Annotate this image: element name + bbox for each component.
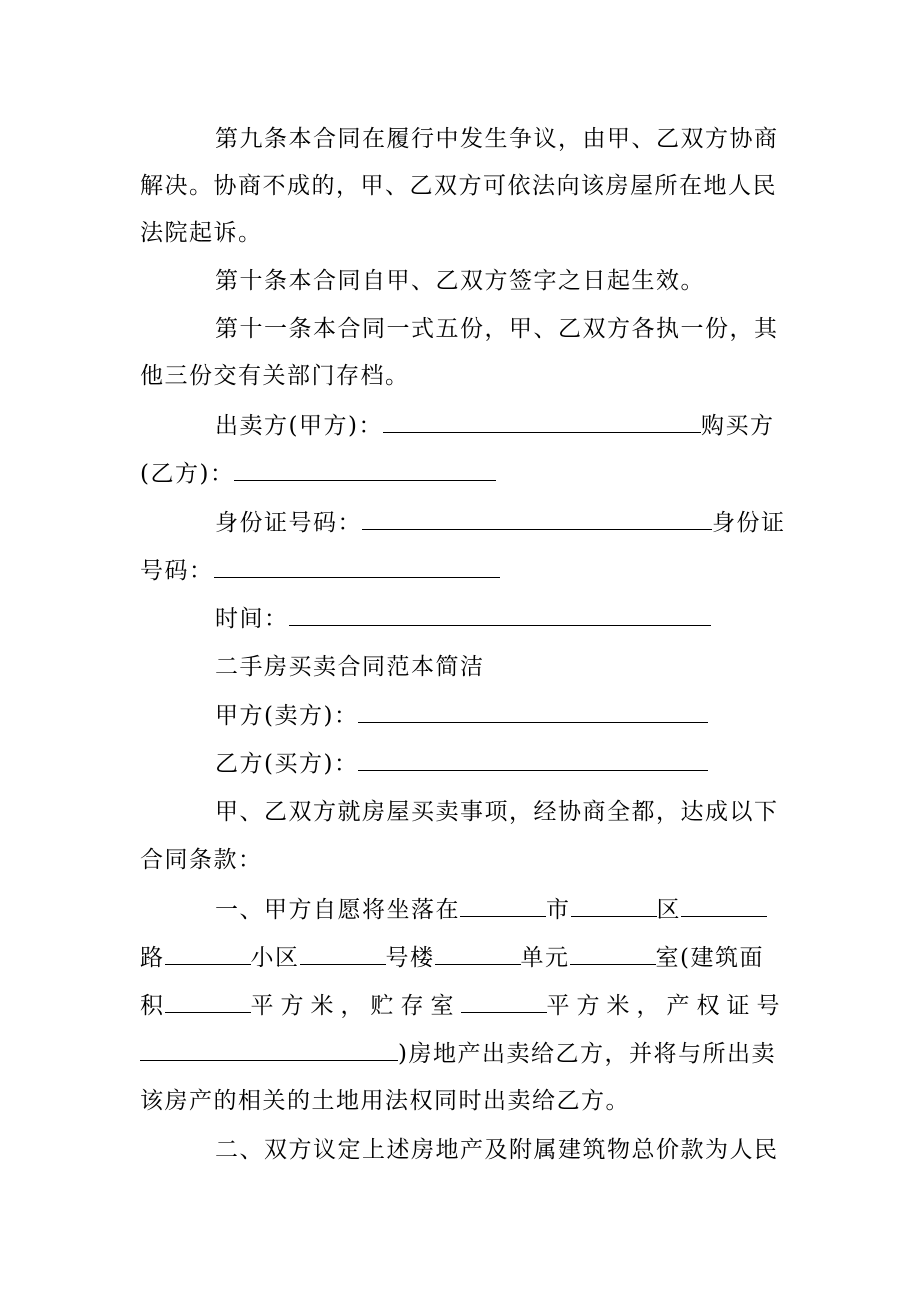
party-a-blank[interactable] xyxy=(358,698,708,723)
intro-line-2: 合同条款： xyxy=(140,847,263,873)
deed-number-blank[interactable] xyxy=(140,1036,398,1061)
building-label: 号楼 xyxy=(385,945,435,971)
buyer-label-part1: 购买方 xyxy=(700,413,775,439)
community-blank[interactable] xyxy=(165,940,251,965)
clause-1-location-label: 一、甲方自愿将坐落在 xyxy=(215,897,460,923)
buyer-label-part2: (乙方)： xyxy=(140,461,235,487)
buyer-id-label-part1: 身份证 xyxy=(712,510,786,536)
article-11-line-2: 他三份交有关部门存档。 xyxy=(140,363,410,389)
area-blank[interactable] xyxy=(165,988,251,1013)
article-11-line-1: 第十一条本合同一式五份，甲、乙双方各执一份，其 xyxy=(215,316,779,342)
seller-blank[interactable] xyxy=(383,408,701,433)
clause-1-sell-text: )房地产出卖给乙方，并将与所出卖 xyxy=(398,1041,776,1067)
room-blank[interactable] xyxy=(570,940,656,965)
party-a-line xyxy=(215,698,708,732)
city-label: 市 xyxy=(546,897,571,923)
buyer-id-blank[interactable] xyxy=(214,553,500,578)
buyer-signature-line xyxy=(140,456,496,490)
unit-label: 单元 xyxy=(520,945,570,971)
party-b-line xyxy=(215,746,708,780)
buyer-id-line xyxy=(140,553,500,587)
party-b-blank[interactable] xyxy=(358,746,708,771)
area-label: 积 xyxy=(140,993,165,1019)
district-blank[interactable] xyxy=(571,892,657,917)
time-blank[interactable] xyxy=(289,601,711,626)
clause-1-line-5: 该房产的相关的土地用法权同时出卖给乙方。 xyxy=(140,1088,630,1114)
clause-1-line-2 xyxy=(140,940,764,974)
district-label: 区 xyxy=(656,897,681,923)
storage-blank[interactable] xyxy=(461,988,547,1013)
city-blank[interactable] xyxy=(460,892,546,917)
building-blank[interactable] xyxy=(300,940,386,965)
article-9-line-2: 解决。协商不成的，甲、乙双方可依法向该房屋所在地人民 xyxy=(140,173,777,199)
seller-label: 出卖方(甲方)： xyxy=(215,413,383,439)
clause-2-line-1: 二、双方议定上述房地产及附属建筑物总价款为人民 xyxy=(215,1137,779,1163)
clause-1-line-1 xyxy=(215,892,767,926)
road-label: 路 xyxy=(140,945,165,971)
seller-id-blank[interactable] xyxy=(362,505,712,530)
time-line xyxy=(215,601,711,635)
article-9-line-3: 法院起诉。 xyxy=(140,220,263,246)
party-b-label: 乙方(买方)： xyxy=(215,751,359,777)
party-a-label: 甲方(卖方)： xyxy=(215,703,359,729)
article-9-line-1: 第九条本合同在履行中发生争议，由甲、乙双方协商 xyxy=(215,126,779,152)
buyer-id-label-part2: 号码： xyxy=(140,558,214,584)
road-blank[interactable] xyxy=(681,892,767,917)
time-label: 时间： xyxy=(215,606,289,632)
unit-blank[interactable] xyxy=(435,940,521,965)
community-label: 小区 xyxy=(250,945,300,971)
clause-1-line-4 xyxy=(140,1036,776,1070)
intro-line-1: 甲、乙双方就房屋买卖事项，经协商全都，达成以下 xyxy=(215,799,779,825)
article-10: 第十条本合同自甲、乙双方签字之日起生效。 xyxy=(215,268,705,294)
id-number-line xyxy=(215,505,786,539)
seller-id-label: 身份证号码： xyxy=(215,510,362,536)
seller-signature-line xyxy=(215,408,774,442)
buyer-blank[interactable] xyxy=(234,456,496,481)
deed-label: 平方米，产权证号 xyxy=(546,993,787,1019)
storage-label: 平方米，贮存室 xyxy=(250,993,461,1019)
clause-1-line-3 xyxy=(140,988,787,1022)
section-title: 二手房买卖合同范本简洁 xyxy=(215,654,485,680)
room-label: 室(建筑面 xyxy=(655,945,764,971)
